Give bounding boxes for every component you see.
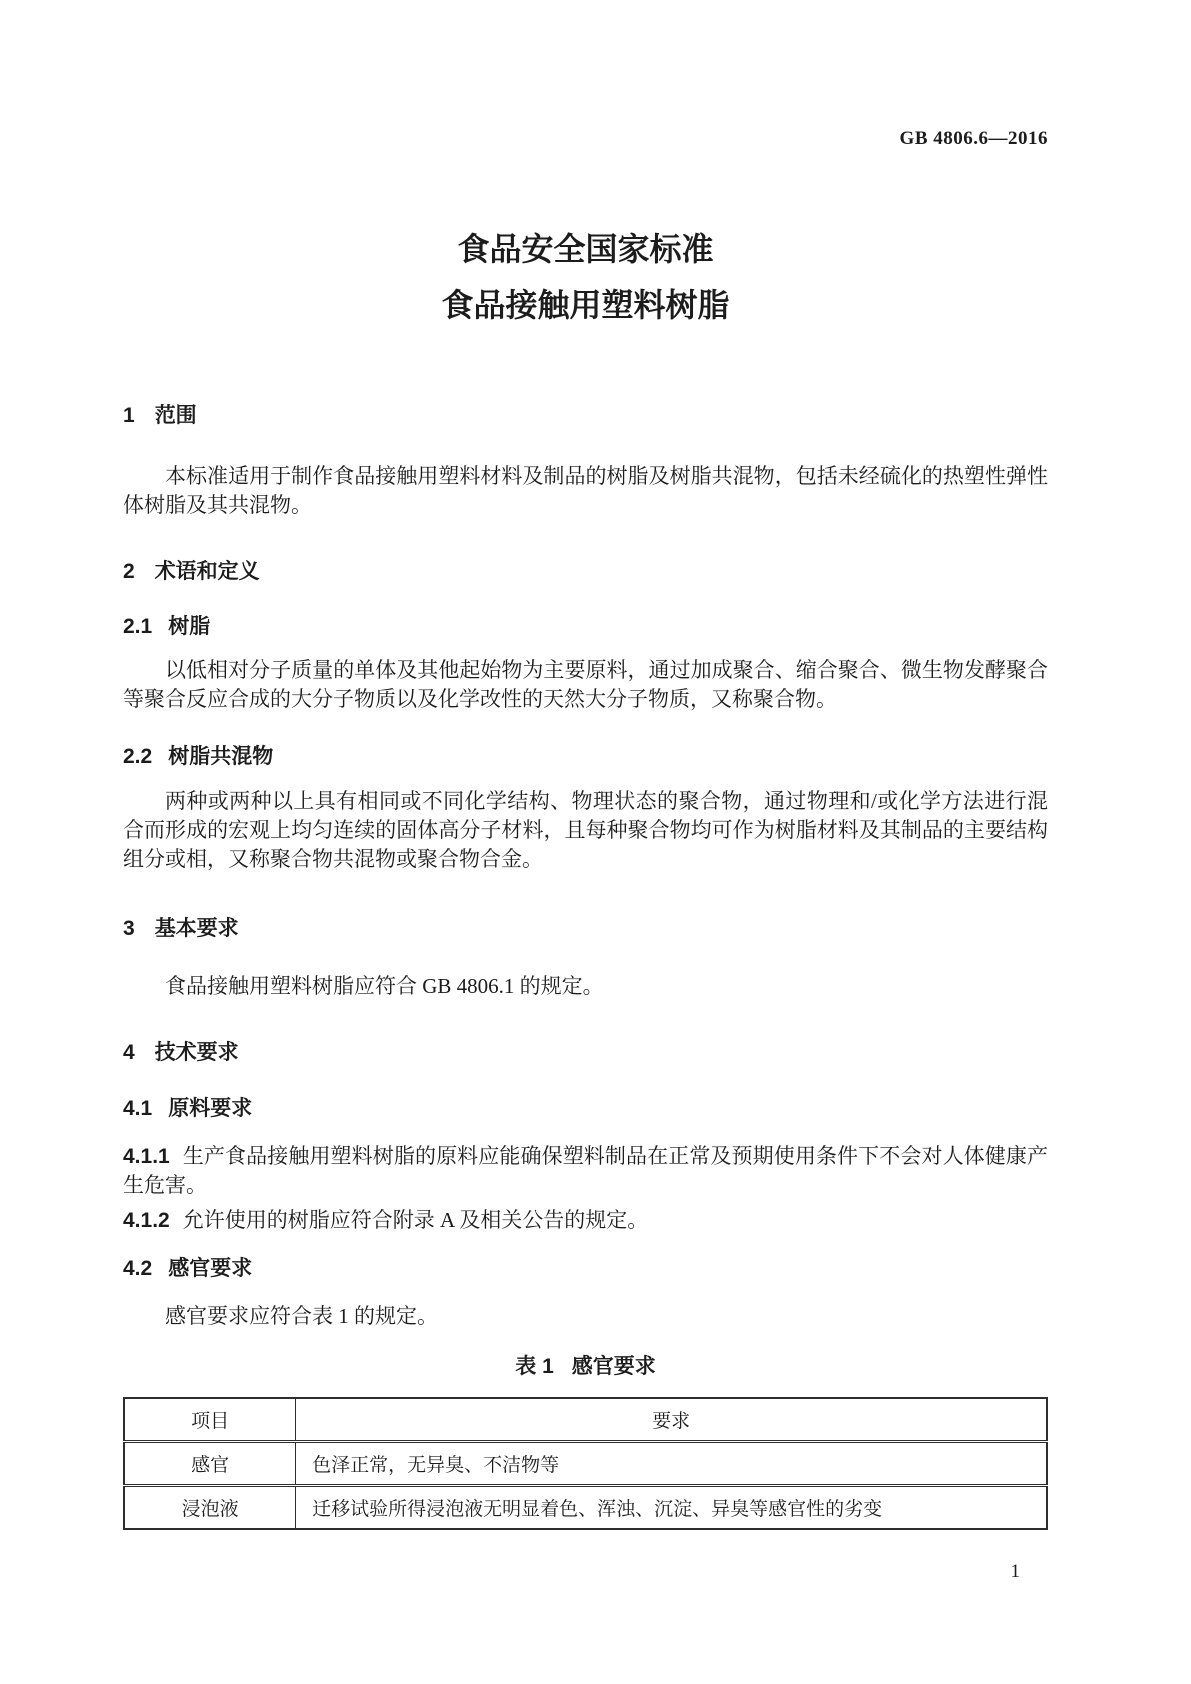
section-4-2-paragraph: 感官要求应符合表 1 的规定。	[165, 1304, 438, 1328]
table-1-caption-title: 感官要求	[571, 1355, 656, 1378]
section-1-paragraph: 本标准适用于制作食品接触用塑料材料及制品的树脂及树脂共混物，包括未经硫化的热塑性弹性体树脂及其共混物。	[123, 464, 1048, 517]
table-cell-item: 浸泡液	[124, 1486, 296, 1530]
table-cell-requirement: 色泽正常，无异臭、不洁物等	[296, 1442, 1047, 1486]
section-4-heading	[123, 1039, 1048, 1067]
clause-4-1-2	[123, 1206, 1048, 1235]
section-3-title: 基本要求	[154, 917, 239, 940]
section-3-number: 3	[123, 917, 135, 940]
section-2-title: 术语和定义	[154, 560, 260, 583]
page-number: 1	[1010, 1561, 1020, 1582]
section-4-2-heading	[123, 1255, 1048, 1283]
section-2-1-heading	[123, 613, 1048, 641]
section-4-number: 4	[123, 1041, 135, 1064]
section-4-1-heading	[123, 1095, 1048, 1123]
table-1-caption-label: 表 1	[515, 1355, 554, 1378]
section-2-1-title: 树脂	[168, 615, 211, 638]
standard-code: GB 4806.6—2016	[899, 128, 1048, 149]
section-2-1-paragraph: 以低相对分子质量的单体及其他起始物为主要原料，通过加成聚合、缩合聚合、微生物发酵聚合等聚合反应合成的大分子物质以及化学改性的天然大分子物质，又称聚合物。	[123, 658, 1048, 711]
table-cell-item: 感官	[124, 1442, 296, 1486]
section-4-title: 技术要求	[154, 1041, 239, 1064]
section-2-heading	[123, 558, 1048, 586]
section-4-2-title: 感官要求	[168, 1257, 253, 1280]
clause-4-1-2-text: 允许使用的树脂应符合附录 A 及相关公告的规定。	[182, 1208, 649, 1232]
section-1-heading	[123, 402, 1048, 430]
section-4-2-number: 4.2	[123, 1257, 153, 1280]
section-4-1-title: 原料要求	[168, 1097, 253, 1120]
clause-4-1-2-number: 4.1.2	[123, 1209, 170, 1232]
section-2-2-title: 树脂共混物	[168, 745, 274, 768]
table-1-caption	[123, 1353, 1048, 1381]
section-2-2-paragraph: 两种或两种以上具有相同或不同化学结构、物理状态的聚合物，通过物理和/或化学方法进行混合而形成的宏观上均匀连续的固体高分子材料，且每种聚合物均可作为树脂材料及其制品的主要结构组分或相，又称聚合物共混物或聚合物合金。	[123, 789, 1048, 871]
clause-4-1-1	[123, 1142, 1048, 1200]
table-row	[124, 1486, 1047, 1530]
document-title-line2: 食品接触用塑料树脂	[441, 287, 730, 323]
section-1-title: 范围	[154, 404, 197, 427]
clause-4-1-1-number: 4.1.1	[123, 1145, 170, 1168]
table-cell-requirement: 迁移试验所得浸泡液无明显着色、浑浊、沉淀、异臭等感官性的劣变	[296, 1486, 1047, 1530]
section-3-paragraph: 食品接触用塑料树脂应符合 GB 4806.1 的规定。	[165, 974, 604, 998]
section-3-heading	[123, 915, 1048, 943]
section-1-number: 1	[123, 404, 135, 427]
clause-4-1-1-text: 生产食品接触用塑料树脂的原料应能确保塑料制品在正常及预期使用条件下不会对人体健康产生危害。	[123, 1144, 1048, 1197]
table-header-item: 项目	[124, 1398, 296, 1442]
document-title-line1: 食品安全国家标准	[457, 231, 714, 267]
table-header-requirement: 要求	[296, 1398, 1047, 1442]
section-2-number: 2	[123, 560, 135, 583]
sensory-requirements-table	[123, 1397, 1048, 1530]
table-row	[124, 1442, 1047, 1486]
section-2-1-number: 2.1	[123, 615, 153, 638]
section-4-1-number: 4.1	[123, 1097, 153, 1120]
section-2-2-heading	[123, 743, 1048, 771]
table-header-row	[124, 1398, 1047, 1442]
section-2-2-number: 2.2	[123, 745, 153, 768]
